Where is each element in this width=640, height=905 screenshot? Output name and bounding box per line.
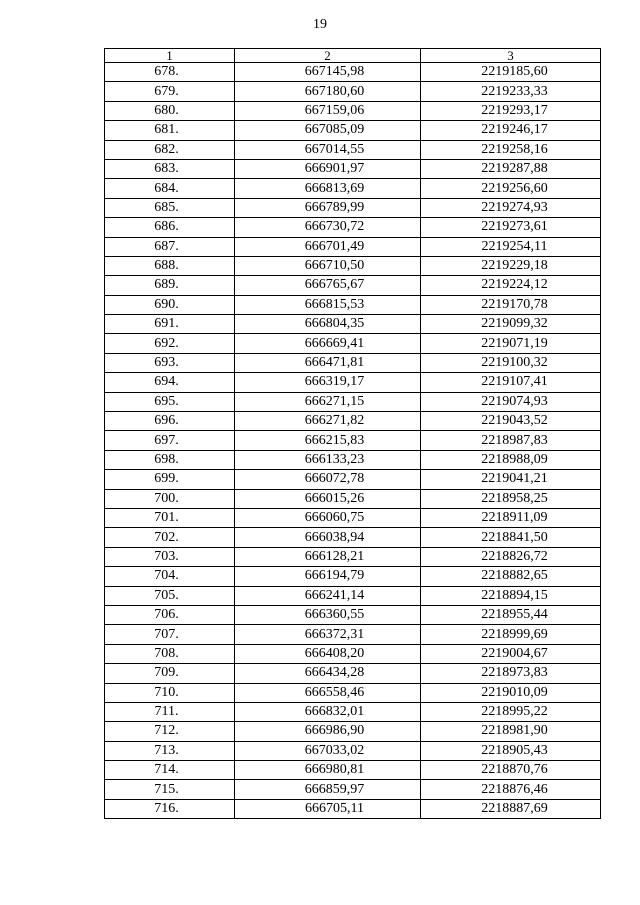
- table-row: [105, 683, 601, 702]
- y-coordinate-cell: 2219258,16: [421, 140, 601, 159]
- x-coordinate-cell: 666372,31: [235, 625, 421, 644]
- table-row: [105, 373, 601, 392]
- y-coordinate-cell: 2218987,83: [421, 431, 601, 450]
- point-number-cell: 685.: [105, 198, 235, 217]
- x-coordinate-cell: 667145,98: [235, 63, 421, 82]
- x-coordinate-cell: 666128,21: [235, 547, 421, 566]
- table-row: [105, 664, 601, 683]
- table-body: [105, 63, 601, 819]
- point-number-cell: 707.: [105, 625, 235, 644]
- point-number-cell: 705.: [105, 586, 235, 605]
- x-coordinate-cell: 666789,99: [235, 198, 421, 217]
- x-coordinate-cell: 666558,46: [235, 683, 421, 702]
- y-coordinate-cell: 2219041,21: [421, 470, 601, 489]
- x-coordinate-cell: 666015,26: [235, 489, 421, 508]
- x-coordinate-cell: 666710,50: [235, 256, 421, 275]
- point-number-cell: 702.: [105, 528, 235, 547]
- table-row: [105, 82, 601, 101]
- y-coordinate-cell: 2218999,69: [421, 625, 601, 644]
- table-row: [105, 528, 601, 547]
- point-number-cell: 678.: [105, 63, 235, 82]
- x-coordinate-cell: 666730,72: [235, 218, 421, 237]
- x-coordinate-cell: 666072,78: [235, 470, 421, 489]
- x-coordinate-cell: 666434,28: [235, 664, 421, 683]
- y-coordinate-cell: 2218887,69: [421, 799, 601, 818]
- point-number-cell: 708.: [105, 644, 235, 663]
- y-coordinate-cell: 2218894,15: [421, 586, 601, 605]
- y-coordinate-cell: 2219185,60: [421, 63, 601, 82]
- point-number-cell: 700.: [105, 489, 235, 508]
- point-number-cell: 701.: [105, 508, 235, 527]
- y-coordinate-cell: 2219074,93: [421, 392, 601, 411]
- x-coordinate-cell: 666980,81: [235, 761, 421, 780]
- y-coordinate-cell: 2219043,52: [421, 412, 601, 431]
- y-coordinate-cell: 2218870,76: [421, 761, 601, 780]
- x-coordinate-cell: 666986,90: [235, 722, 421, 741]
- point-number-cell: 706.: [105, 605, 235, 624]
- point-number-cell: 680.: [105, 101, 235, 120]
- y-coordinate-cell: 2219071,19: [421, 334, 601, 353]
- column-header-x: 2: [235, 49, 421, 63]
- y-coordinate-cell: 2219107,41: [421, 373, 601, 392]
- point-number-cell: 692.: [105, 334, 235, 353]
- point-number-cell: 695.: [105, 392, 235, 411]
- x-coordinate-cell: 666815,53: [235, 295, 421, 314]
- point-number-cell: 697.: [105, 431, 235, 450]
- x-coordinate-cell: 666241,14: [235, 586, 421, 605]
- table-row: [105, 761, 601, 780]
- y-coordinate-cell: 2218973,83: [421, 664, 601, 683]
- y-coordinate-cell: 2218882,65: [421, 567, 601, 586]
- table-row: [105, 470, 601, 489]
- x-coordinate-cell: 666215,83: [235, 431, 421, 450]
- x-coordinate-cell: 666705,11: [235, 799, 421, 818]
- x-coordinate-cell: 666669,41: [235, 334, 421, 353]
- table-row: [105, 605, 601, 624]
- table-row: [105, 799, 601, 818]
- point-number-cell: 716.: [105, 799, 235, 818]
- point-number-cell: 679.: [105, 82, 235, 101]
- x-coordinate-cell: 666271,82: [235, 412, 421, 431]
- x-coordinate-cell: 666133,23: [235, 450, 421, 469]
- y-coordinate-cell: 2219004,67: [421, 644, 601, 663]
- table-row: [105, 489, 601, 508]
- x-coordinate-cell: 666859,97: [235, 780, 421, 799]
- point-number-cell: 709.: [105, 664, 235, 683]
- table-row: [105, 101, 601, 120]
- x-coordinate-cell: 666765,67: [235, 276, 421, 295]
- y-coordinate-cell: 2219099,32: [421, 315, 601, 334]
- point-number-cell: 688.: [105, 256, 235, 275]
- y-coordinate-cell: 2219254,11: [421, 237, 601, 256]
- table-row: [105, 644, 601, 663]
- table-row: [105, 237, 601, 256]
- page-number: 19: [313, 17, 327, 32]
- table-row: [105, 702, 601, 721]
- y-coordinate-cell: 2219256,60: [421, 179, 601, 198]
- table-row: [105, 315, 601, 334]
- point-number-cell: 691.: [105, 315, 235, 334]
- point-number-cell: 683.: [105, 159, 235, 178]
- y-coordinate-cell: 2218955,44: [421, 605, 601, 624]
- table-row: [105, 334, 601, 353]
- x-coordinate-cell: 667180,60: [235, 82, 421, 101]
- table-header-row: [105, 49, 601, 63]
- column-header-y: 3: [421, 49, 601, 63]
- point-number-cell: 699.: [105, 470, 235, 489]
- y-coordinate-cell: 2219273,61: [421, 218, 601, 237]
- y-coordinate-cell: 2218905,43: [421, 741, 601, 760]
- x-coordinate-cell: 667085,09: [235, 121, 421, 140]
- y-coordinate-cell: 2219224,12: [421, 276, 601, 295]
- point-number-cell: 696.: [105, 412, 235, 431]
- table-row: [105, 159, 601, 178]
- y-coordinate-cell: 2219287,88: [421, 159, 601, 178]
- x-coordinate-cell: 666194,79: [235, 567, 421, 586]
- y-coordinate-cell: 2219170,78: [421, 295, 601, 314]
- y-coordinate-cell: 2219293,17: [421, 101, 601, 120]
- point-number-cell: 703.: [105, 547, 235, 566]
- x-coordinate-cell: 666271,15: [235, 392, 421, 411]
- table-row: [105, 625, 601, 644]
- point-number-cell: 715.: [105, 780, 235, 799]
- point-number-cell: 698.: [105, 450, 235, 469]
- y-coordinate-cell: 2218911,09: [421, 508, 601, 527]
- y-coordinate-cell: 2218841,50: [421, 528, 601, 547]
- table-row: [105, 179, 601, 198]
- table-row: [105, 353, 601, 372]
- x-coordinate-cell: 666060,75: [235, 508, 421, 527]
- table-row: [105, 547, 601, 566]
- x-coordinate-cell: 666319,17: [235, 373, 421, 392]
- x-coordinate-cell: 667033,02: [235, 741, 421, 760]
- point-number-cell: 710.: [105, 683, 235, 702]
- point-number-cell: 681.: [105, 121, 235, 140]
- x-coordinate-cell: 666408,20: [235, 644, 421, 663]
- point-number-cell: 686.: [105, 218, 235, 237]
- table-row: [105, 276, 601, 295]
- table-row: [105, 567, 601, 586]
- table-row: [105, 412, 601, 431]
- table-row: [105, 295, 601, 314]
- x-coordinate-cell: 666901,97: [235, 159, 421, 178]
- x-coordinate-cell: 666701,49: [235, 237, 421, 256]
- table-row: [105, 586, 601, 605]
- table-row: [105, 450, 601, 469]
- point-number-cell: 687.: [105, 237, 235, 256]
- x-coordinate-cell: 666813,69: [235, 179, 421, 198]
- table-row: [105, 431, 601, 450]
- table-row: [105, 121, 601, 140]
- point-number-cell: 693.: [105, 353, 235, 372]
- y-coordinate-cell: 2218876,46: [421, 780, 601, 799]
- table-row: [105, 198, 601, 217]
- y-coordinate-cell: 2219100,32: [421, 353, 601, 372]
- point-number-cell: 689.: [105, 276, 235, 295]
- y-coordinate-cell: 2218826,72: [421, 547, 601, 566]
- x-coordinate-cell: 666804,35: [235, 315, 421, 334]
- point-number-cell: 684.: [105, 179, 235, 198]
- y-coordinate-cell: 2219229,18: [421, 256, 601, 275]
- x-coordinate-cell: 666471,81: [235, 353, 421, 372]
- table-row: [105, 741, 601, 760]
- table-row: [105, 256, 601, 275]
- table-row: [105, 722, 601, 741]
- y-coordinate-cell: 2218981,90: [421, 722, 601, 741]
- point-number-cell: 690.: [105, 295, 235, 314]
- y-coordinate-cell: 2218958,25: [421, 489, 601, 508]
- x-coordinate-cell: 666832,01: [235, 702, 421, 721]
- point-number-cell: 694.: [105, 373, 235, 392]
- y-coordinate-cell: 2219010,09: [421, 683, 601, 702]
- point-number-cell: 682.: [105, 140, 235, 159]
- x-coordinate-cell: 667159,06: [235, 101, 421, 120]
- y-coordinate-cell: 2218995,22: [421, 702, 601, 721]
- y-coordinate-cell: 2219246,17: [421, 121, 601, 140]
- x-coordinate-cell: 667014,55: [235, 140, 421, 159]
- x-coordinate-cell: 666360,55: [235, 605, 421, 624]
- y-coordinate-cell: 2219274,93: [421, 198, 601, 217]
- table-row: [105, 140, 601, 159]
- y-coordinate-cell: 2218988,09: [421, 450, 601, 469]
- point-number-cell: 711.: [105, 702, 235, 721]
- table-row: [105, 218, 601, 237]
- table-row: [105, 780, 601, 799]
- table-row: [105, 508, 601, 527]
- x-coordinate-cell: 666038,94: [235, 528, 421, 547]
- column-header-number: 1: [105, 49, 235, 63]
- point-number-cell: 704.: [105, 567, 235, 586]
- point-number-cell: 714.: [105, 761, 235, 780]
- coordinates-table: [104, 48, 601, 819]
- y-coordinate-cell: 2219233,33: [421, 82, 601, 101]
- point-number-cell: 713.: [105, 741, 235, 760]
- table-row: [105, 392, 601, 411]
- point-number-cell: 712.: [105, 722, 235, 741]
- table-row: [105, 63, 601, 82]
